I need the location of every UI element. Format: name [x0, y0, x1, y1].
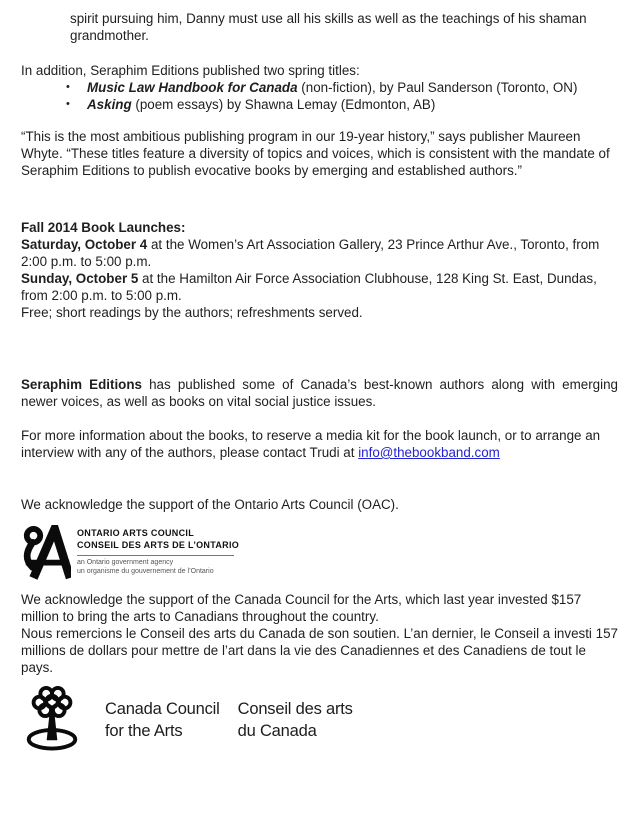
oac-agency-fr: un organisme du gouvernement de l’Ontario	[77, 567, 214, 575]
ccfa-acknowledgement-fr: Nous remercions le Conseil des arts du Canada de son soutien. L’an dernier, le Conseil a investi 157 millions de dollars pour mettre de l’art dans la vie des Canadiennes et des Canadiens de tout le pays.	[21, 626, 618, 675]
ontario-arts-council-logo	[21, 523, 618, 581]
list-item	[21, 79, 618, 96]
contact-paragraph	[21, 427, 618, 461]
contact-text: For more information about the books, to reserve a media kit for the book launch, or to arrange an interview with any of the authors, please contact Trudi at	[21, 428, 601, 460]
spring-titles-intro: In addition, Seraphim Editions published two spring titles:	[21, 63, 360, 78]
oac-agency-en: an Ontario government agency	[77, 559, 174, 566]
launch-venue: at the Women’s Art Association Gallery, 23 Prince Arthur Ave., Toronto, from 2:00 p.m. to 5:00 p.m.	[21, 237, 600, 269]
launch-date: Sunday, October 5	[21, 271, 139, 286]
launches-heading: Fall 2014 Book Launches:	[21, 220, 186, 235]
about-publisher-text: has published some of Canada’s best-known authors along with emerging newer voices, as well as books on vital social justice issues.	[21, 377, 618, 409]
publisher-quote-paragraph: “This is the most ambitious publishing program in our 19-year history,” says publisher Maureen Whyte. “These titles feature a diversity of topics and voices, which is consistent with the mandate of Seraphim Editions to publish evocative books by emerging and established authors.”	[21, 129, 610, 178]
publisher-name: Seraphim Editions	[21, 377, 142, 392]
book-title: Asking	[87, 97, 132, 112]
ccfa-en-line1: Canada Council	[105, 700, 220, 718]
ccfa-tree-icon	[21, 684, 83, 752]
book-entry	[87, 79, 618, 96]
canada-council-logo	[21, 684, 618, 752]
book-details: (poem essays) by Shawna Lemay (Edmonton, AB)	[131, 97, 436, 112]
bullet-icon: •	[66, 81, 70, 93]
launch-note: Free; short readings by the authors; refreshments served.	[21, 305, 363, 320]
spring-titles-list	[21, 79, 618, 113]
oac-name-en: ONTARIO ARTS COUNCIL	[77, 528, 194, 538]
ccfa-fr-line2: du Canada	[237, 722, 317, 740]
launch-saturday	[21, 236, 618, 270]
list-item	[21, 96, 618, 113]
oac-logo-text	[77, 523, 239, 576]
book-details: (non-fiction), by Paul Sanderson (Toronto, ON)	[297, 80, 578, 95]
oac-divider	[77, 555, 234, 556]
canada-council-paragraph	[21, 591, 618, 676]
book-entry	[87, 96, 618, 113]
oac-acknowledgement: We acknowledge the support of the Ontario Arts Council (OAC).	[21, 497, 399, 512]
bullet-icon: •	[66, 98, 70, 110]
ccfa-fr-line1: Conseil des arts	[237, 700, 353, 718]
contact-email-link[interactable]: info@thebookband.com	[358, 445, 500, 460]
oac-name-fr: CONSEIL DES ARTS DE L’ONTARIO	[77, 540, 240, 550]
ccfa-wordmark-fr	[238, 698, 353, 742]
launch-venue: at the Hamilton Air Force Association Clubhouse, 128 King St. East, Dundas, from 2:00 p.m. to 5:00 p.m.	[21, 271, 597, 303]
book-title: Music Law Handbook for Canada	[87, 80, 298, 95]
oac-logo-icon	[21, 525, 71, 580]
ccfa-wordmark-en	[105, 698, 220, 742]
intro-continuation-paragraph: spirit pursuing him, Danny must use all his skills as well as the teachings of his shaman grandmother.	[70, 11, 587, 43]
launch-sunday	[21, 270, 618, 304]
ccfa-acknowledgement-en: We acknowledge the support of the Canada Council for the Arts, which last year invested $157 million to bring the arts to Canadians throughout the country.	[21, 592, 582, 624]
ccfa-en-line2: for the Arts	[105, 722, 183, 740]
about-publisher-paragraph	[21, 376, 618, 410]
launch-date: Saturday, October 4	[21, 237, 148, 252]
